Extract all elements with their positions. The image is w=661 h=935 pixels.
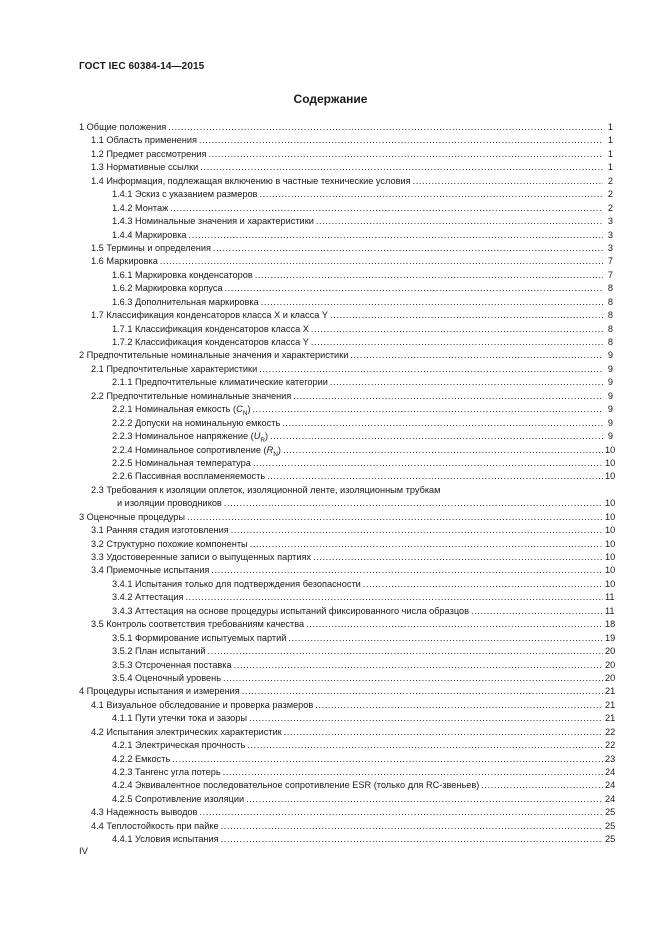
toc-entry-title: 1.3 Нормативные ссылки: [91, 162, 199, 173]
toc-entry-page: 2: [607, 189, 613, 200]
toc-entry-page: 10: [605, 457, 616, 468]
toc-leader-dots: [199, 806, 603, 819]
toc-entry[interactable]: [79, 470, 616, 483]
toc-entry[interactable]: [79, 323, 613, 336]
toc-entry-title: 1.6.3 Дополнительная маркировка: [112, 296, 259, 307]
toc-leader-dots: [234, 659, 603, 672]
toc-leader-dots: [315, 699, 603, 712]
toc-entry-title: 2.2.4 Номинальное сопротивление $(R_N)$: [112, 444, 281, 458]
toc-leader-dots: [223, 766, 603, 779]
toc-leader-dots: [293, 390, 603, 403]
toc-entry-page: 22: [605, 726, 616, 737]
toc-entry[interactable]: [79, 726, 616, 739]
toc-entry-page: 24: [605, 780, 616, 791]
toc-entry[interactable]: [79, 739, 616, 752]
toc-leader-dots: [270, 430, 603, 443]
toc-leader-dots: [242, 685, 603, 698]
toc-entry[interactable]: [79, 390, 613, 403]
toc-entry-title: 4.3 Надежность выводов: [91, 807, 198, 818]
toc-entry[interactable]: [79, 444, 616, 458]
toc-leader-dots: [170, 202, 603, 215]
toc-entry[interactable]: [79, 336, 613, 349]
table-of-contents: [79, 121, 616, 847]
toc-entry-page: 10: [605, 525, 616, 536]
toc-entry-page: 3: [607, 216, 613, 227]
toc-leader-dots: [213, 242, 603, 255]
toc-entry-title: 1.4.2 Монтаж: [112, 202, 169, 213]
toc-entry[interactable]: [79, 215, 613, 228]
toc-leader-dots: [221, 833, 603, 846]
toc-entry-page: 11: [605, 605, 615, 616]
toc-entry-title: 3.4 Приемочные испытания: [91, 565, 210, 576]
toc-entry-title: 4.2.1 Электрическая прочность: [112, 740, 246, 751]
toc-entry-page: 8: [607, 323, 613, 334]
toc-entry[interactable]: [79, 242, 613, 255]
toc-leader-dots: [250, 538, 603, 551]
toc-entry-title: 2.2.2 Допуски на номинальную емкость: [112, 417, 281, 428]
toc-entry-title: 3.2 Структурно похожие компоненты: [91, 538, 248, 549]
toc-entry-page: 18: [605, 619, 616, 630]
toc-entry-title: 3.5 Контроль соответствия требованиям качества: [91, 619, 305, 630]
toc-leader-dots: [211, 564, 603, 577]
toc-entry-title: 4.1 Визуальное обследование и проверка размеров: [91, 699, 314, 710]
toc-entry[interactable]: [79, 269, 613, 282]
toc-entry-page: 8: [607, 296, 613, 307]
toc-entry-title: 1.2 Предмет рассмотрения: [91, 148, 207, 159]
toc-leader-dots: [231, 524, 603, 537]
toc-leader-dots: [259, 363, 603, 376]
toc-entry[interactable]: [79, 188, 613, 201]
toc-leader-dots: [306, 618, 603, 631]
toc-entry[interactable]: [79, 511, 616, 524]
toc-entry[interactable]: [79, 578, 616, 591]
toc-entry-page: 10: [605, 498, 616, 509]
toc-leader-dots: [330, 309, 603, 322]
toc-entry-page: 10: [605, 552, 616, 562]
toc-entry-title: 2.2.1 Номинальная емкость $(C_N)$: [112, 404, 251, 418]
toc-leader-dots: [259, 188, 603, 201]
toc-leader-dots: [223, 672, 603, 685]
toc-entry-title: 3.4.1 Испытания только для подтверждения безопасности: [112, 578, 361, 589]
toc-entry-title: 4.4 Теплостойкость при пайке: [91, 820, 219, 831]
toc-entry-page: 21: [605, 699, 616, 710]
toc-entry[interactable]: [79, 363, 613, 376]
toc-entry-page: 9: [607, 417, 613, 428]
toc-entry-title: 1.4 Информация, подлежащая включению в частные технические условия: [91, 175, 411, 186]
toc-entry-title: 1.7.2 Классификация конденсаторов класса Y: [112, 337, 309, 347]
toc-leader-dots: [313, 551, 603, 564]
toc-leader-dots: [221, 820, 603, 833]
toc-leader-dots: [255, 269, 603, 282]
toc-entry-page: 10: [605, 578, 616, 589]
toc-entry[interactable]: [79, 497, 616, 510]
toc-entry-page: 23: [605, 753, 616, 764]
toc-entry[interactable]: [79, 175, 613, 188]
toc-entry-title: 4.1.1 Пути утечки тока и зазоры: [112, 713, 248, 724]
toc-entry[interactable]: [79, 659, 616, 672]
toc-leader-dots: [224, 497, 603, 510]
toc-entry[interactable]: [79, 161, 613, 174]
toc-leader-dots: [189, 229, 603, 242]
toc-entry[interactable]: [79, 551, 616, 564]
toc-entry-title: 4 Процедуры испытания и измерения: [79, 686, 240, 697]
toc-entry-title: 4.2.2 Емкость: [112, 753, 171, 764]
toc-leader-dots: [168, 121, 603, 134]
toc-entry-page: 9: [607, 390, 613, 401]
toc-entry-title: 3.5.2 План испытаний: [112, 646, 206, 657]
toc-entry[interactable]: [79, 349, 613, 362]
toc-entry[interactable]: [79, 591, 613, 604]
toc-entry-title: 3.5.3 Отсроченная поставка: [112, 659, 232, 670]
toc-entry-page: 9: [607, 377, 613, 388]
toc-entry[interactable]: [79, 632, 616, 645]
toc-entry[interactable]: [79, 524, 616, 537]
toc-entry-title: 1.7.1 Классификация конденсаторов класса X: [112, 323, 309, 334]
toc-leader-dots: [187, 511, 603, 524]
toc-entry-page: 9: [607, 431, 613, 442]
toc-entry-page: 1: [607, 162, 613, 173]
toc-entry[interactable]: [79, 376, 613, 389]
toc-leader-dots: [200, 161, 603, 174]
toc-entry[interactable]: [79, 564, 616, 577]
toc-entry-title: 1.5 Термины и определения: [91, 242, 211, 253]
toc-entry[interactable]: [79, 753, 616, 766]
toc-entry[interactable]: [79, 134, 613, 147]
toc-leader-dots: [247, 739, 603, 752]
toc-entry-title: 1.6.2 Маркировка корпуса: [112, 283, 223, 294]
toc-entry-title: 3.1 Ранняя стадия изготовления: [91, 525, 229, 536]
toc-entry[interactable]: [79, 779, 616, 792]
toc-entry[interactable]: [79, 820, 616, 833]
toc-entry-title: 3.5.4 Оценочный уровень: [112, 672, 221, 683]
toc-entry-title: 1.4.1 Эскиз с указанием размеров: [112, 189, 258, 200]
toc-entry-page: 7: [607, 269, 613, 280]
toc-entry-title: 2.2.3 Номинальное напряжение $(U_R)$: [112, 431, 269, 444]
toc-leader-dots: [208, 148, 603, 161]
toc-entry-page: 9: [607, 404, 613, 415]
toc-entry[interactable]: [79, 296, 613, 309]
toc-leader-dots: [172, 753, 603, 766]
toc-entry-title: 3.5.1 Формирование испытуемых партий: [112, 632, 287, 643]
toc-leader-dots: [481, 779, 603, 792]
toc-entry-title: 2 Предпочтительные номинальные значения и характеристики: [79, 350, 349, 361]
toc-entry[interactable]: [79, 417, 613, 430]
toc-leader-dots: [316, 215, 603, 228]
toc-entry-title: 3 Оценочные процедуры: [79, 511, 186, 522]
toc-leader-dots: [282, 417, 603, 430]
toc-leader-dots: [249, 712, 603, 725]
toc-entry-title: 4.4.1 Условия испытания: [112, 834, 219, 845]
toc-entry-page: 20: [605, 646, 616, 657]
toc-entry[interactable]: [79, 121, 613, 134]
toc-entry-page: 8: [607, 310, 613, 321]
toc-entry[interactable]: [79, 484, 613, 497]
toc-leader-dots: [208, 645, 603, 658]
toc-entry-title: 4.2.3 Тангенс угла потерь: [112, 767, 221, 777]
toc-entry-page: 20: [605, 672, 616, 683]
toc-entry[interactable]: [79, 645, 616, 658]
toc-entry-page: 2: [607, 175, 613, 186]
toc-entry-page: 24: [605, 793, 616, 804]
toc-entry-page: 21: [605, 686, 616, 697]
toc-leader-dots: [311, 336, 603, 349]
toc-entry-title: 3.4.2 Аттестация: [112, 592, 184, 603]
toc-leader-dots: [253, 457, 603, 470]
toc-entry-title: 2.3 Требования к изоляции оплеток, изоляционной ленте, изоляционным трубкам: [91, 484, 441, 495]
toc-entry[interactable]: [79, 672, 616, 685]
toc-entry-page: 3: [607, 229, 613, 240]
toc-entry[interactable]: [79, 229, 613, 242]
toc-entry-title: 2.1.1 Предпочтительные климатические категории: [112, 377, 328, 388]
toc-entry-title: 1.1 Область применения: [91, 135, 197, 146]
toc-entry-title: 2.2 Предпочтительные номинальные значения: [91, 390, 292, 401]
toc-leader-dots: [160, 255, 603, 268]
toc-entry[interactable]: [79, 712, 616, 725]
toc-entry-page: 10: [605, 511, 616, 522]
toc-entry-title: 4.2 Испытания электрических характеристик: [91, 726, 282, 737]
toc-entry-page: 10: [605, 444, 616, 455]
toc-entry[interactable]: [79, 618, 616, 631]
toc-entry-page: 7: [607, 256, 613, 267]
toc-entry[interactable]: [79, 766, 616, 779]
toc-entry[interactable]: [79, 430, 613, 443]
toc-entry-page: 9: [607, 363, 613, 374]
toc-entry-title: 3.4.3 Аттестация на основе процедуры испытаний фиксированного числа образцов: [112, 605, 470, 616]
toc-entry[interactable]: [79, 202, 613, 215]
page-number: IV: [79, 846, 88, 857]
toc-entry-title: 1.6.1 Маркировка конденсаторов: [112, 269, 253, 280]
toc-entry[interactable]: [79, 457, 616, 470]
toc-entry-page: 9: [607, 350, 613, 361]
toc-entry-page: 25: [605, 820, 616, 831]
toc-entry-title: 2.2.6 Пассивная воспламеняемость: [112, 471, 266, 482]
toc-entry-page: 8: [607, 337, 613, 347]
document-header: ГОСТ IEC 60384-14—2015: [79, 61, 205, 72]
toc-leader-dots: [311, 323, 603, 336]
toc-leader-dots: [288, 632, 603, 645]
toc-leader-dots: [199, 134, 603, 147]
toc-leader-dots: [363, 578, 603, 591]
toc-entry-page: 25: [605, 834, 616, 845]
toc-entry-page: 1: [607, 122, 613, 132]
toc-entry-page: 2: [607, 202, 613, 213]
toc-entry-page: 3: [607, 242, 613, 253]
toc-entry-title: 3.3 Удостоверенные записи о выпущенных партиях: [91, 552, 312, 562]
toc-entry-page: 24: [605, 767, 616, 777]
toc-entry-page: 22: [605, 740, 616, 751]
toc-entry[interactable]: [79, 605, 613, 618]
toc-entry-page: 21: [605, 713, 616, 724]
toc-entry-title: 1.7 Классификация конденсаторов класса X и класса Y: [91, 310, 329, 321]
toc-entry[interactable]: [79, 833, 616, 846]
toc-entry-page: 10: [605, 538, 616, 549]
toc-leader-dots: [253, 403, 604, 416]
toc-entry[interactable]: [79, 806, 616, 819]
page-title: Содержание: [293, 92, 368, 106]
toc-entry-title: 4.2.4 Эквивалентное последовательное сопротивление ESR (только для RC-звеньев): [112, 780, 480, 791]
toc-leader-dots: [284, 726, 603, 739]
toc-entry-title: 1.6 Маркировка: [91, 256, 158, 267]
toc-entry[interactable]: [79, 403, 613, 416]
toc-entry[interactable]: [79, 255, 613, 268]
toc-entry-page: 20: [605, 659, 616, 670]
toc-entry[interactable]: [79, 148, 613, 161]
toc-leader-dots: [330, 376, 603, 389]
toc-leader-dots: [246, 793, 603, 806]
toc-entry[interactable]: [79, 309, 613, 322]
toc-leader-dots: [413, 175, 603, 188]
toc-entry[interactable]: [79, 538, 616, 551]
toc-leader-dots: [267, 470, 603, 483]
toc-leader-dots: [225, 282, 603, 295]
toc-entry-page: 25: [605, 807, 616, 818]
toc-entry-page: 1: [607, 135, 613, 146]
toc-entry-page: 11: [605, 592, 615, 603]
toc-entry-page: 1: [607, 148, 613, 159]
toc-entry-title: и изоляции проводников: [117, 498, 222, 509]
toc-leader-dots: [471, 605, 603, 618]
toc-entry-title: 1.4.4 Маркировка: [112, 229, 187, 240]
toc-entry[interactable]: [79, 685, 616, 698]
toc-entry-page: 10: [605, 565, 616, 576]
toc-entry-title: 4.2.5 Сопротивление изоляции: [112, 793, 245, 804]
toc-leader-dots: [350, 349, 603, 362]
toc-entry-page: 8: [607, 283, 613, 294]
toc-leader-dots: [261, 296, 603, 309]
toc-entry-title: 1 Общие положения: [79, 122, 167, 132]
toc-entry[interactable]: [79, 699, 616, 712]
toc-entry[interactable]: [79, 793, 616, 806]
toc-entry[interactable]: [79, 282, 613, 295]
toc-entry-title: 2.2.5 Номинальная температура: [112, 457, 251, 468]
toc-leader-dots: [186, 591, 603, 604]
toc-entry-title: 1.4.3 Номинальные значения и характеристики: [112, 216, 314, 227]
toc-entry-page: 10: [605, 471, 616, 482]
toc-entry-title: 2.1 Предпочтительные характеристики: [91, 363, 258, 374]
toc-entry-page: 19: [605, 632, 616, 643]
toc-leader-dots: [283, 444, 603, 457]
